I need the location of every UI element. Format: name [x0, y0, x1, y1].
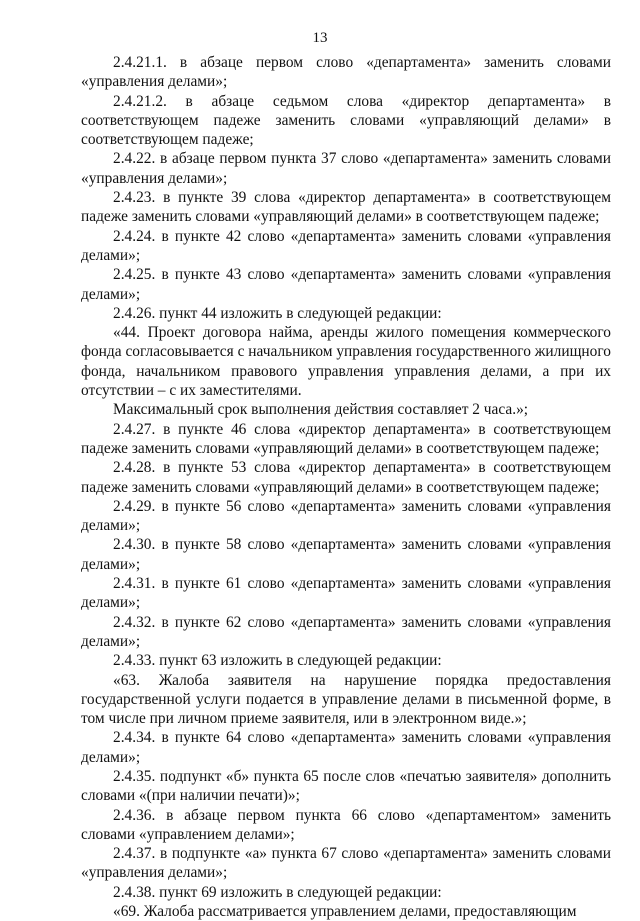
paragraph: 2.4.28. в пункте 53 слова «директор департамента» в соответствующем падеже заменить словами «управляющий делами» в соответствующем падеже; — [81, 459, 611, 496]
paragraph: 2.4.21.2. в абзаце седьмом слова «директор департамента» в соответствующем падеже заменить словами «управляющий делами» в соответствующем падеже; — [81, 92, 611, 149]
paragraph: 2.4.26. пункт 44 изложить в следующей редакции: — [113, 304, 442, 322]
paragraph: 2.4.24. в пункте 42 слово «департамента» заменить словами «управления делами»; — [81, 227, 611, 264]
paragraph: 2.4.38. пункт 69 изложить в следующей редакции: — [113, 883, 442, 901]
quoted-paragraph: «44. Проект договора найма, аренды жилого помещения коммерческого фонда согласовывается с начальником управления государственного жилищного фонда, начальником правового управления управления делами, а при их отсутствии – с их заместителями. — [81, 324, 611, 400]
document-body — [81, 53, 611, 921]
page-number: 13 — [312, 30, 328, 46]
quoted-paragraph: «63. Жалоба заявителя на нарушение порядка предоставления государственной услуги подается в управление делами в письменной форме, в том числе при личном приеме заявителя, или в электронном виде.»; — [81, 671, 611, 728]
paragraph: 2.4.23. в пункте 39 слова «директор департамента» в соответствующем падеже заменить словами «управляющий делами» в соответствующем падеже; — [81, 189, 611, 226]
paragraph: 2.4.22. в абзаце первом пункта 37 слово «департамента» заменить словами «управления делами»; — [81, 150, 611, 187]
paragraph: 2.4.35. подпункт «б» пункта 65 после слов «печатью заявителя» дополнить словами «(при наличии печати)»; — [81, 767, 611, 805]
quoted-paragraph: «69. Жалоба рассматривается управлением делами, предоставляющим — [113, 903, 577, 921]
quoted-paragraph: Максимальный срок выполнения действия составляет 2 часа.»; — [113, 401, 529, 419]
paragraph: 2.4.27. в пункте 46 слова «директор департамента» в соответствующем падеже заменить словами «управляющий делами» в соответствующем падеже; — [81, 420, 611, 457]
paragraph: 2.4.29. в пункте 56 слово «департамента» заменить словами «управления делами»; — [81, 497, 611, 535]
paragraph: 2.4.21.1. в абзаце первом слово «департамента» заменить словами «управления делами»; — [81, 54, 611, 91]
paragraph: 2.4.36. в абзаце первом пункта 66 слово «департаментом» заменить словами «управлением делами»; — [81, 806, 611, 843]
paragraph: 2.4.37. в подпункте «а» пункта 67 слово «департамента» заменить словами «управления делами»; — [81, 845, 611, 882]
paragraph: 2.4.25. в пункте 43 слово «департамента» заменить словами «управления делами»; — [81, 266, 611, 303]
paragraph: 2.4.34. в пункте 64 слово «департамента» заменить словами «управления делами»; — [81, 729, 611, 766]
paragraph: 2.4.33. пункт 63 изложить в следующей редакции: — [113, 652, 442, 670]
paragraph: 2.4.32. в пункте 62 слово «департамента» заменить словами «управления делами»; — [81, 613, 611, 650]
paragraph: 2.4.31. в пункте 61 слово «департамента» заменить словами «управления делами»; — [81, 575, 611, 612]
paragraph: 2.4.30. в пункте 58 слово «департамента» заменить словами «управления делами»; — [81, 536, 611, 573]
